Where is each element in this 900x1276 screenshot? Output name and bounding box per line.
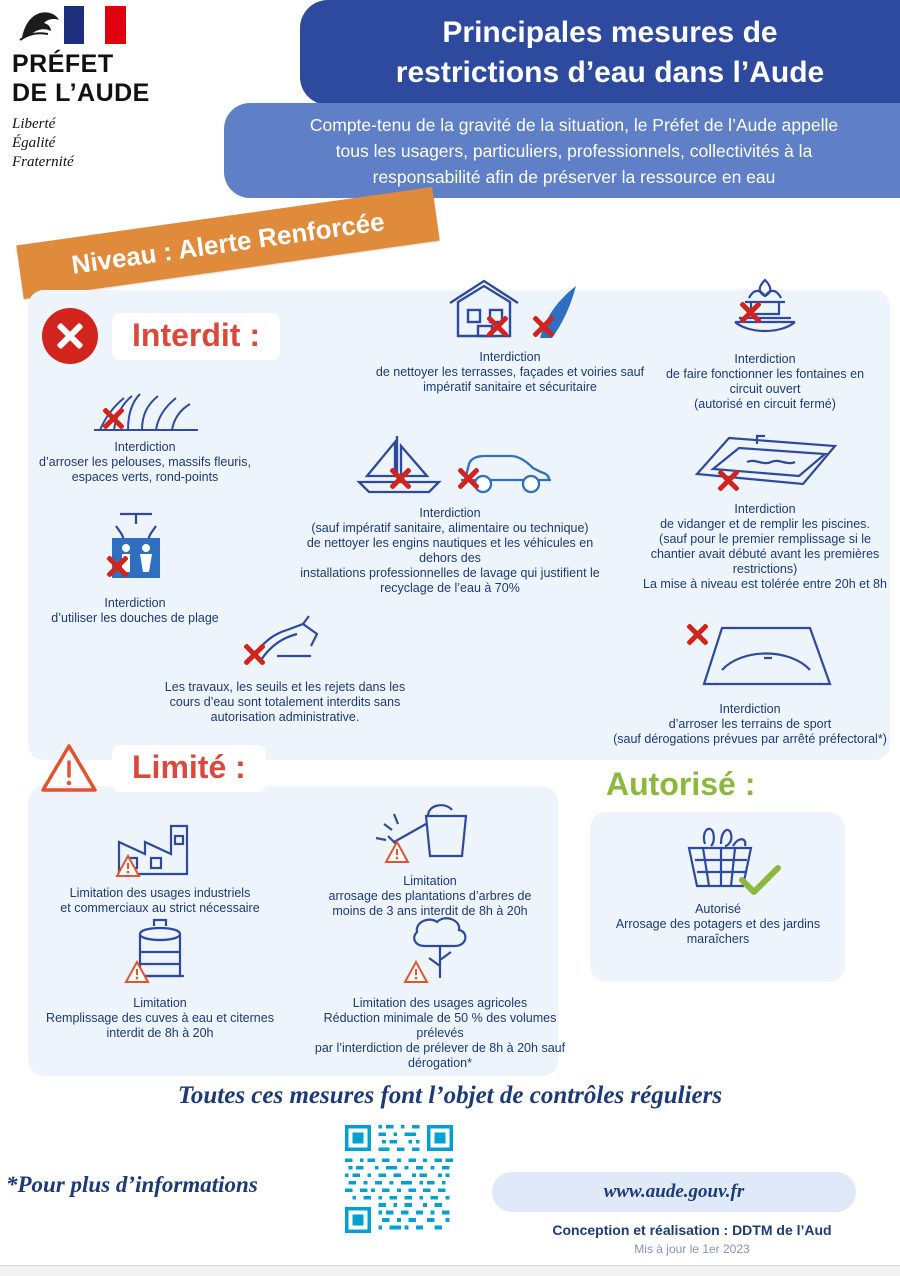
item-line: circuit ouvert (729, 382, 801, 396)
item-line: (sauf dérogations prévues par arrêté préfectoral*) (613, 732, 887, 746)
green-check-icon (737, 864, 783, 898)
cross-overlay-icon (735, 298, 765, 328)
item-line: Réduction minimale de 50 % des volumes prélevés (323, 1011, 557, 1040)
item-line: (autorisé en circuit fermé) (694, 397, 836, 411)
page-bottom-strip (0, 1265, 900, 1276)
poster-title-banner (300, 0, 900, 105)
item-line: Remplissage des cuves à eau et citernes (46, 1011, 274, 1025)
title-line-2: restrictions d’eau dans l’Aude (395, 55, 825, 89)
item-line: et commerciaux au strict nécessaire (60, 901, 260, 915)
item-line: restrictions) (732, 562, 798, 576)
autorise-item-potagers (592, 818, 844, 947)
item-line: de faire fonctionner les fontaines en (665, 367, 865, 381)
item-line: Interdiction (114, 440, 176, 454)
item-line: d’arroser les terrains de sport (668, 717, 832, 731)
devise-egalite: Égalité (12, 135, 56, 151)
subtitle-line-1: Compte-tenu de la gravité de la situation, le Préfet de l’Aude appelle (309, 114, 839, 135)
item-line: Interdiction (479, 350, 541, 364)
limite-section-label: Limité : (112, 745, 266, 792)
watering-can-icon (370, 790, 490, 866)
cross-overlay-icon (239, 640, 269, 670)
item-line: autorisation administrative. (210, 710, 360, 724)
swimming-pool-icon (685, 428, 845, 494)
item-line: Limitation (133, 996, 187, 1010)
item-line: d’arroser les pelouses, massifs fleuris, (39, 455, 251, 469)
warning-triangle-icon (40, 742, 98, 794)
cross-overlay-icon (713, 466, 743, 496)
item-line: maraîchers (686, 932, 750, 946)
cross-overlay-icon (385, 464, 415, 494)
item-line: Interdiction (734, 352, 796, 366)
item-line: (sauf pour le premier remplissage si le (659, 532, 871, 546)
item-line: Interdiction (719, 702, 781, 716)
red-cross-circle-icon (42, 308, 98, 364)
item-line: recyclage de l’eau à 70% (380, 581, 520, 595)
item-line: de nettoyer les terrasses, façades et voiries sauf (375, 365, 645, 379)
beach-shower-icon (80, 498, 190, 588)
cross-overlay-icon (482, 312, 512, 342)
cross-overlay-icon (682, 620, 712, 650)
item-line: impératif sanitaire et sécuritaire (423, 380, 597, 394)
interdit-item-terrasses (350, 272, 670, 395)
item-line: La mise à niveau est tolérée entre 20h et 8h (643, 577, 887, 591)
credits-date-line: Mis à jour le 1er 2023 (634, 1242, 750, 1256)
prefet-title-line2: DE L’AUDE (12, 79, 150, 107)
limite-item-agricoles (310, 912, 570, 1071)
interdit-item-douches (35, 498, 235, 626)
item-line: Interdiction (734, 502, 796, 516)
cross-overlay-icon (453, 464, 483, 494)
item-line: arrosage des plantations d’arbres de (328, 889, 532, 903)
title-line-1: Principales mesures de (442, 15, 778, 49)
item-line: Autorisé (695, 902, 741, 916)
water-tank-icon (110, 912, 210, 988)
warning-triangle-icon (115, 854, 141, 878)
french-flag-icon (64, 6, 126, 44)
house-and-road-icon (400, 272, 620, 342)
grass-lawn-icon (80, 388, 210, 432)
item-line: dehors des (419, 551, 481, 565)
tree-icon (385, 912, 495, 988)
item-line: (sauf impératif sanitaire, alimentaire ou technique) (311, 521, 589, 535)
item-line: espaces verts, rond-points (71, 470, 219, 484)
item-line: moins de 3 ans interdit de 8h à 20h (332, 904, 528, 918)
website-url-pill[interactable]: www.aude.gouv.fr (492, 1172, 856, 1212)
marianne-logo-icon (12, 4, 132, 48)
river-works-icon (225, 612, 345, 672)
devise-liberte: Liberté (12, 116, 56, 132)
warning-triangle-icon (124, 960, 150, 984)
limite-section-header (40, 742, 266, 794)
item-line: par l’interdiction de prélever de 8h à 20h sauf (314, 1041, 566, 1055)
prefecture-logo-block (12, 4, 242, 172)
subtitle-line-3: responsabilité afin de préserver la ressource en eau (372, 166, 776, 187)
fountain-icon (705, 272, 825, 344)
item-line: Interdiction (104, 596, 166, 610)
item-line: interdit de 8h à 20h (106, 1026, 214, 1040)
interdit-item-travaux (155, 612, 415, 725)
devise-fraternite: Fraternité (12, 154, 74, 170)
poster-subtitle-banner (224, 103, 900, 198)
item-line: de nettoyer les engins nautiques et les véhicules en (306, 536, 594, 550)
item-line: dérogation* (408, 1056, 472, 1070)
limite-item-cuves (30, 912, 290, 1041)
interdit-item-vehicules (285, 428, 615, 596)
vegetable-basket-icon (665, 818, 771, 894)
sports-field-icon (660, 608, 840, 694)
factory-icon (105, 812, 215, 878)
interdit-item-terrains-sport (600, 608, 900, 747)
item-line: Arrosage des potagers et des jardins (615, 917, 821, 931)
sailboat-and-car-icon (335, 428, 565, 498)
autorise-section-header (586, 762, 775, 809)
item-line: de vidanger et de remplir les piscines. (660, 517, 870, 531)
autorise-section-label: Autorisé : (586, 762, 775, 809)
alert-level-ribbon: Niveau : Alerte Renforcée (16, 187, 439, 299)
item-line: Les travaux, les seuils et les rejets dans les (164, 680, 406, 694)
credits-line: Conception et réalisation : DDTM de l’Aud (552, 1222, 832, 1238)
cross-overlay-icon (528, 312, 558, 342)
item-line: Limitation des usages industriels (69, 886, 251, 900)
item-line: chantier avait débuté avant les premières (650, 547, 880, 561)
warning-triangle-icon (403, 960, 429, 984)
interdit-section-label: Interdit : (112, 313, 280, 360)
limite-item-arrosage-arbres (300, 790, 560, 919)
pour-plus-infos-note: *Pour plus d’informations (6, 1172, 258, 1197)
marianne-face-icon (18, 8, 62, 42)
limite-item-industriels (30, 812, 290, 916)
interdit-item-fontaines (650, 272, 880, 412)
item-line: d’utiliser les douches de plage (51, 611, 219, 625)
subtitle-line-2: tous les usagers, particuliers, professionnels, collectivités à la (335, 140, 813, 161)
qr-code[interactable] (345, 1125, 453, 1233)
prefet-title-line1: PRÉFET (12, 50, 114, 78)
interdit-section-header (42, 308, 280, 364)
controles-statement: Toutes ces mesures font l’objet de contrôles réguliers (177, 1082, 723, 1109)
item-line: Limitation des usages agricoles (352, 996, 528, 1010)
item-line: installations professionnelles de lavage qui justifient le (300, 566, 600, 580)
interdit-item-piscines (620, 428, 900, 592)
cross-overlay-icon (98, 404, 128, 434)
interdit-item-pelouses (10, 388, 280, 485)
item-line: Limitation (403, 874, 457, 888)
item-line: cours d’eau sont totalement interdits sans (169, 695, 401, 709)
item-line: Interdiction (419, 506, 481, 520)
cross-overlay-icon (102, 552, 132, 582)
warning-triangle-icon (384, 840, 410, 864)
